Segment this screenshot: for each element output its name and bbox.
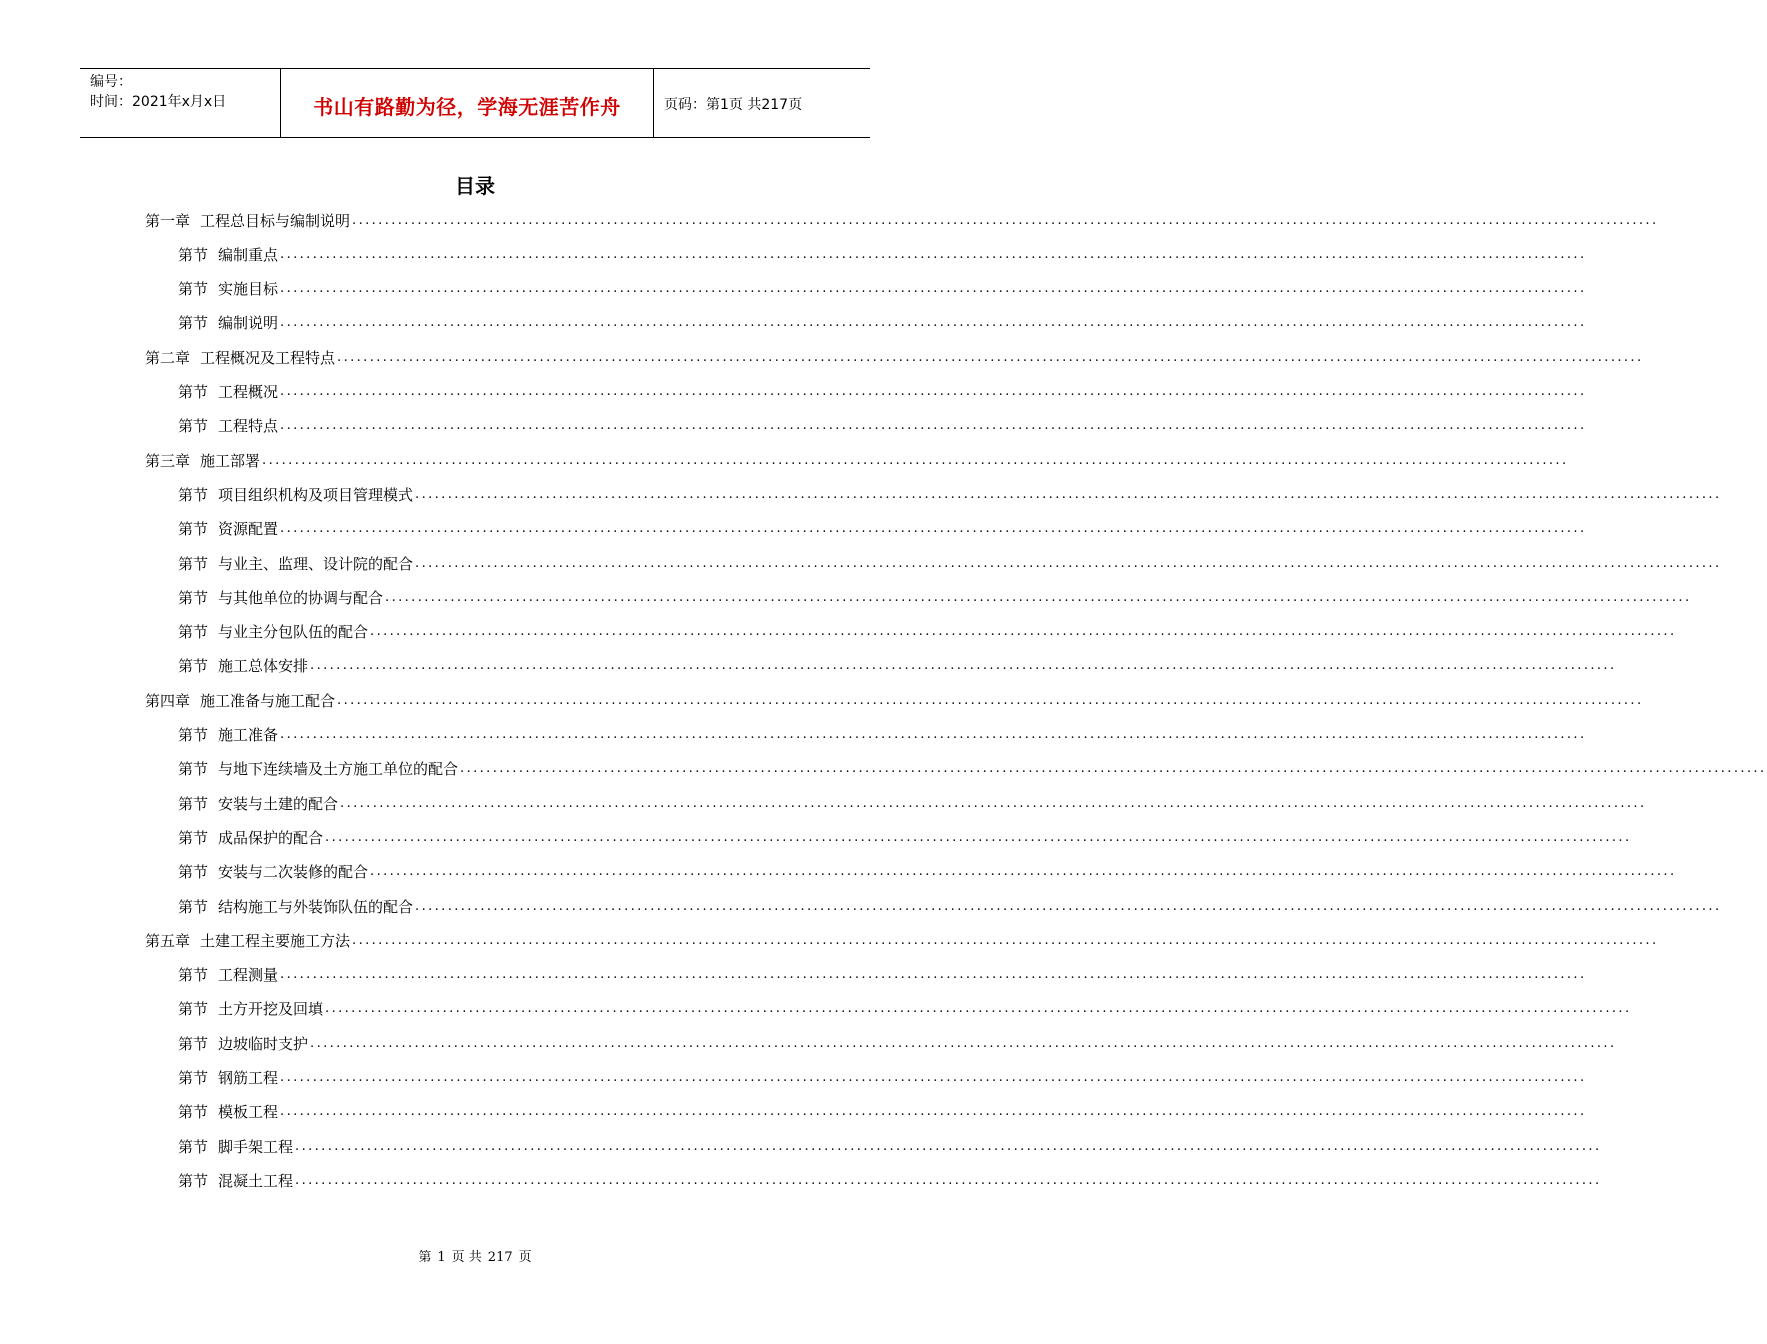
toc-section-entry[interactable] [178, 477, 1722, 511]
toc-entry-title: 施工总体安排 [218, 657, 309, 676]
toc-entry-label [178, 861, 368, 882]
serial-label: 编号： [90, 74, 132, 90]
toc-section-entry[interactable] [178, 820, 1632, 854]
toc-entry-number: 第节 [178, 383, 209, 401]
toc-section-entry[interactable] [178, 992, 1632, 1026]
toc-entry-label [145, 347, 335, 368]
toc-entry-title: 土建工程主要施工方法 [200, 931, 351, 950]
toc-section-entry[interactable] [178, 409, 1587, 443]
toc-section-entry[interactable] [178, 375, 1587, 409]
toc-dot-leader: ........................................................................................................................................................................................................ [295, 1172, 1602, 1188]
toc-entry-label [178, 724, 278, 745]
toc-section-entry[interactable] [178, 855, 1677, 889]
toc-dot-leader: ........................................................................................................................................................................................................ [310, 1035, 1617, 1051]
toc-section-entry[interactable] [178, 580, 1692, 614]
toc-entry-number: 第节 [178, 1000, 209, 1019]
toc-entry-title: 编制重点 [218, 245, 279, 264]
toc-entry-number: 第节 [178, 314, 209, 333]
toc-entry-title: 与业主分包队伍的配合 [218, 623, 369, 642]
toc-entry-number: 第节 [178, 794, 209, 813]
toc-dot-leader: ........................................................................................................................................................................................................ [352, 932, 1659, 948]
page-footer [0, 1246, 950, 1265]
toc-dot-leader: ........................................................................................................................................................................................................ [325, 829, 1632, 845]
time-label: 时间：2021年x月x日 [90, 94, 227, 110]
toc-entry-title: 施工准备 [218, 726, 279, 744]
footer-page-number: 1 [437, 1250, 446, 1265]
toc-entry-label [178, 758, 458, 779]
toc-dot-leader: ........................................................................................................................................................................................................ [280, 384, 1587, 399]
header-page-info: 页码：第1页 共217页 [664, 97, 803, 113]
toc-entry-title: 施工准备与施工配合 [200, 691, 336, 710]
toc-dot-leader: ........................................................................................................................................................................................................ [280, 967, 1587, 983]
toc-section-entry[interactable] [178, 1163, 1602, 1197]
toc-section-entry[interactable] [178, 272, 1587, 306]
toc-chapter-entry[interactable] [145, 683, 1644, 717]
toc-entry-title: 与其他单位的协调与配合 [218, 588, 384, 607]
toc-entry-label [178, 1033, 308, 1054]
toc-entry-number: 第节 [178, 863, 209, 882]
toc-entry-label [178, 1170, 293, 1191]
toc-section-entry[interactable] [178, 1026, 1617, 1060]
toc-entry-number: 第节 [178, 245, 209, 264]
toc-entry-title: 工程总目标与编制说明 [200, 211, 351, 230]
toc-entry-label [178, 896, 413, 917]
toc-section-entry[interactable] [178, 1061, 1587, 1095]
toc-entry-title: 实施目标 [218, 280, 279, 299]
toc-entry-number: 第二章 [145, 348, 191, 367]
toc-chapter-entry[interactable] [145, 340, 1644, 374]
toc-entry-title: 编制说明 [218, 314, 279, 333]
toc-dot-leader: ........................................................................................................................................................................................................ [280, 246, 1587, 262]
toc-entry-title: 安装与土建的配合 [218, 794, 339, 813]
header-motto: 书山有路勤为径，学海无涯苦作舟 [281, 69, 654, 137]
toc-entry-title: 与地下连续墙及土方施工单位的配合 [218, 760, 459, 779]
toc-dot-leader: ........................................................................................................................................................................................................ [370, 624, 1677, 640]
toc-entry-title: 施工部署 [200, 451, 261, 470]
toc-dot-leader: ........................................................................................................................................................................................................ [415, 555, 1722, 571]
toc-entry-number: 第四章 [145, 691, 191, 710]
toc-section-entry[interactable] [178, 615, 1677, 649]
toc-entry-label [178, 998, 323, 1019]
toc-entry-number: 第节 [178, 417, 209, 436]
toc-entry-title: 资源配置 [218, 520, 279, 539]
toc-section-entry[interactable] [178, 958, 1587, 992]
toc-entry-label [178, 381, 278, 402]
toc-section-entry[interactable] [178, 649, 1617, 683]
toc-entry-label [178, 484, 413, 505]
toc-dot-leader: ........................................................................................................................................................................................................ [325, 1001, 1632, 1017]
toc-entry-label [178, 415, 278, 436]
toc-entry-label [178, 655, 308, 676]
toc-title: 目录 [455, 174, 495, 198]
toc-dot-leader: ........................................................................................................................................................................................................ [280, 1104, 1587, 1120]
toc-entry-title: 钢筋工程 [218, 1069, 279, 1087]
toc-entry-label [178, 312, 278, 333]
toc-entry-number: 第三章 [145, 451, 191, 470]
toc-entry-label [178, 621, 368, 642]
toc-chapter-entry[interactable] [145, 443, 1569, 477]
toc-entry-label [145, 690, 335, 711]
toc-entry-number: 第节 [178, 1034, 209, 1053]
toc-entry-number: 第节 [178, 1069, 209, 1087]
toc-dot-leader: ........................................................................................................................................................................................................ [280, 418, 1587, 434]
footer-prefix: 第 [418, 1250, 432, 1265]
toc-entry-title: 工程概况及工程特点 [200, 348, 336, 367]
toc-entry-title: 工程测量 [218, 966, 279, 985]
toc-entry-label [178, 1101, 278, 1122]
toc-entry-label [178, 1067, 278, 1088]
toc-entry-title: 边坡临时支护 [218, 1034, 309, 1053]
toc-entry-label [178, 1136, 293, 1157]
toc-entry-label [178, 827, 323, 848]
toc-section-entry[interactable] [178, 1095, 1587, 1129]
toc-entry-number: 第节 [178, 897, 209, 916]
toc-dot-leader: ........................................................................................................................................................................................................ [460, 761, 1767, 777]
toc-section-entry[interactable] [178, 752, 1767, 786]
toc-entry-number: 第节 [178, 280, 209, 299]
toc-dot-leader: ........................................................................................................................................................................................................ [262, 452, 1569, 468]
toc-entry-title: 混凝土工程 [218, 1171, 294, 1190]
footer-total-pages: 217 [487, 1250, 513, 1265]
toc-dot-leader: ........................................................................................................................................................................................................ [385, 589, 1692, 605]
toc-entry-title: 土方开挖及回填 [218, 1000, 324, 1019]
toc-entry-title: 项目组织机构及项目管理模式 [218, 485, 414, 504]
toc-entry-number: 第节 [178, 1171, 209, 1190]
toc-entry-label [178, 244, 278, 265]
toc-entry-number: 第节 [178, 657, 209, 676]
toc-entry-title: 与业主、监理、设计院的配合 [218, 554, 414, 573]
toc-entry-number: 第节 [178, 726, 209, 744]
toc-dot-leader: ........................................................................................................................................................................................................ [295, 1138, 1602, 1154]
toc-entry-number: 第节 [178, 485, 209, 504]
toc-entry-title: 工程概况 [218, 383, 279, 401]
toc-entry-label [145, 450, 260, 471]
toc-entry-label [178, 793, 338, 814]
toc-section-entry[interactable] [178, 786, 1647, 820]
toc-dot-leader: ........................................................................................................................................................................................................ [280, 281, 1587, 297]
toc-entry-title: 模板工程 [218, 1103, 279, 1122]
toc-dot-leader: ........................................................................................................................................................................................................ [352, 212, 1659, 228]
toc-section-entry[interactable] [178, 546, 1722, 580]
toc-dot-leader: ........................................................................................................................................................................................................ [310, 658, 1617, 674]
toc-dot-leader: ........................................................................................................................................................................................................ [280, 315, 1587, 331]
toc-dot-leader: ........................................................................................................................................................................................................ [280, 1070, 1587, 1085]
toc-dot-leader: ........................................................................................................................................................................................................ [280, 727, 1587, 742]
toc-section-entry[interactable] [178, 1129, 1602, 1163]
toc-entry-label [178, 587, 383, 608]
toc-dot-leader: ........................................................................................................................................................................................................ [415, 486, 1722, 502]
toc-chapter-entry[interactable] [145, 923, 1659, 957]
toc-chapter-entry[interactable] [145, 203, 1659, 237]
toc-entry-number: 第五章 [145, 931, 191, 950]
toc-entry-label [178, 518, 278, 539]
toc-entry-number: 第节 [178, 1103, 209, 1122]
toc-entry-title: 结构施工与外装饰队伍的配合 [218, 897, 414, 916]
toc-entry-title: 工程特点 [218, 417, 279, 436]
toc-entry-number: 第节 [178, 588, 209, 607]
footer-mid: 页 共 [451, 1250, 482, 1265]
toc-entry-number: 第节 [178, 1137, 209, 1156]
toc-entry-number: 第节 [178, 554, 209, 573]
toc-entry-number: 第节 [178, 623, 209, 642]
toc-entry-number: 第节 [178, 966, 209, 985]
toc-entry-label [145, 930, 350, 951]
toc-section-entry[interactable] [178, 718, 1587, 752]
page-header [80, 68, 870, 138]
toc-dot-leader: ........................................................................................................................................................................................................ [415, 898, 1722, 914]
toc-entry-number: 第一章 [145, 211, 191, 230]
toc-dot-leader: ........................................................................................................................................................................................................ [370, 864, 1677, 880]
toc-entry-title: 成品保护的配合 [218, 828, 324, 847]
toc-entry-label [178, 553, 413, 574]
toc-dot-leader: ........................................................................................................................................................................................................ [337, 692, 1644, 708]
toc-dot-leader: ........................................................................................................................................................................................................ [337, 349, 1644, 365]
toc-entry-title: 安装与二次装修的配合 [218, 863, 369, 882]
footer-suffix: 页 [518, 1250, 532, 1265]
toc-entry-number: 第节 [178, 760, 209, 779]
toc-section-entry[interactable] [178, 306, 1587, 340]
toc-entry-number: 第节 [178, 520, 209, 539]
toc-dot-leader: ........................................................................................................................................................................................................ [340, 795, 1647, 811]
toc-entry-label [145, 210, 350, 231]
toc-entry-label [178, 964, 278, 985]
header-meta [80, 69, 281, 137]
toc-entry-label [178, 278, 278, 299]
toc-section-entry[interactable] [178, 512, 1587, 546]
toc-section-entry[interactable] [178, 237, 1587, 271]
toc-entry-number: 第节 [178, 828, 209, 847]
toc-entry-title: 脚手架工程 [218, 1137, 294, 1156]
toc-dot-leader: ........................................................................................................................................................................................................ [280, 521, 1587, 537]
toc-section-entry[interactable] [178, 889, 1722, 923]
